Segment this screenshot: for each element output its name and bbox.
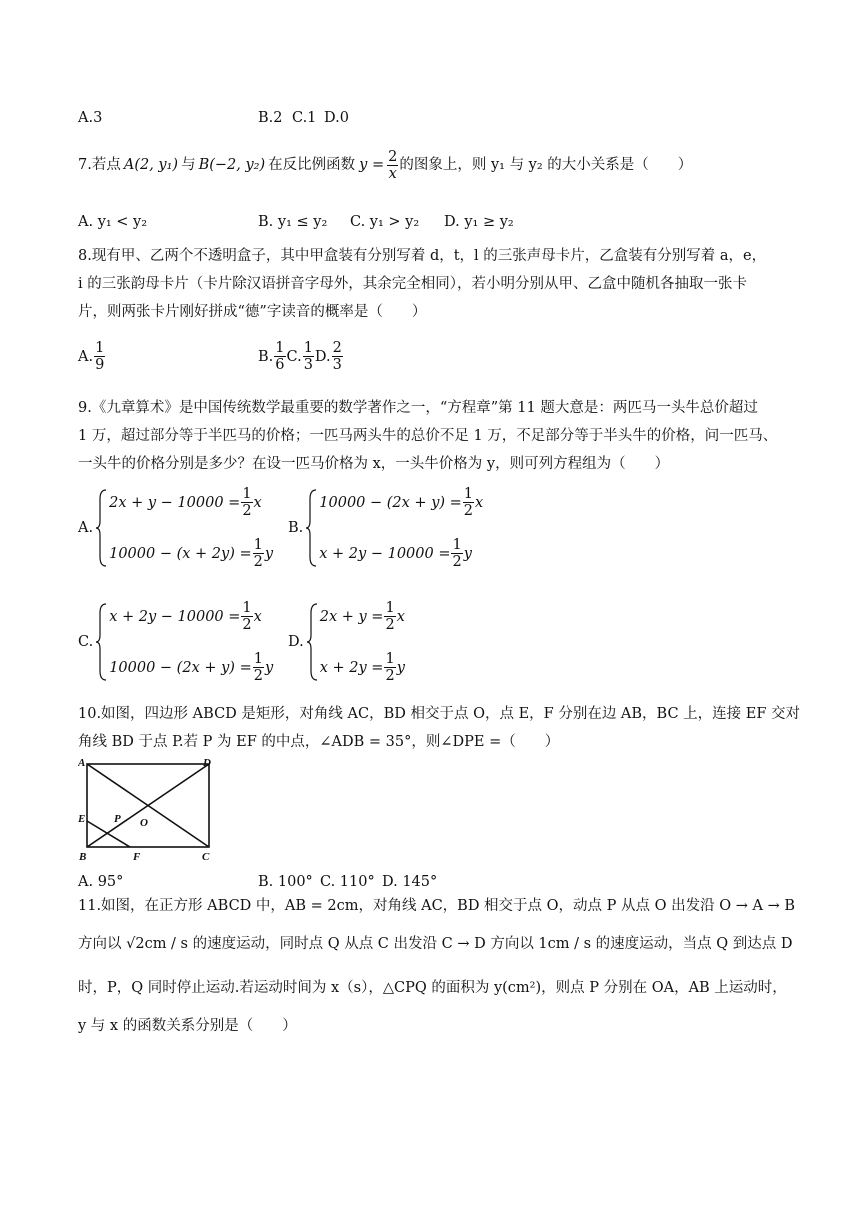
q8-option-b-fraction <box>274 340 285 373</box>
q6-option-c: C.1 <box>292 110 317 126</box>
q9-line-2: 1 万，超过部分等于半匹马的价格；一匹马两头牛的总价不足 1 万，不足部分等于半头牛的价格，问一匹马、 <box>78 428 778 444</box>
eq-lhs: x + 2y = <box>319 659 384 676</box>
q8-option-a-label: A. <box>78 348 94 365</box>
eq-var: y <box>396 659 405 676</box>
q9-option-c-eq1 <box>109 600 273 633</box>
q7-fraction-num: 2 <box>388 148 398 165</box>
eq-den: 2 <box>385 668 395 684</box>
eq-num: 1 <box>253 651 263 667</box>
eq-num: 1 <box>463 486 474 502</box>
q8-line-2: i 的三张韵母卡片（卡片除汉语拼音字母外，其余完全相同），若小明分别从甲、乙盒中随机各抽取一张卡 <box>78 276 747 292</box>
q9-option-d-eq1 <box>320 600 405 633</box>
q9-line-3: 一头牛的价格分别是多少？在设一匹马价格为 x，一头牛价格为 y，则可列方程组为（ ） <box>78 456 670 472</box>
q8-options-bcd <box>258 340 344 373</box>
q8-option-c-fraction <box>303 340 314 373</box>
q7-suffix: 的图象上，则 y₁ 与 y₂ 的大小关系是（ ） <box>399 157 693 173</box>
eq-den: 2 <box>242 617 252 633</box>
eq-fraction <box>253 537 264 570</box>
q6-option-d: D.0 <box>324 110 349 126</box>
q7-func-lhs: y = <box>359 157 385 173</box>
q6-option-a: A.3 <box>78 110 103 126</box>
q10-line-2: 角线 BD 于点 P.若 P 为 EF 的中点，∠ADB = 35°，则∠DPE =（ ） <box>78 734 560 750</box>
q9-option-c-equations <box>109 600 273 684</box>
eq-var: x <box>396 608 405 625</box>
eq-num: 1 <box>385 600 395 616</box>
q9-option-b-equations <box>319 486 483 570</box>
q10-line-1: 10.如图，四边形 ABCD 是矩形，对角线 AC，BD 相交于点 O，点 E，F 分别在边 AB，BC 上，连接 EF 交对 <box>78 706 801 722</box>
eq-var: y <box>264 659 274 676</box>
eq-lhs: x + 2y − 10000 = <box>319 545 451 562</box>
eq-var: y <box>463 545 472 562</box>
q7-fraction <box>387 149 398 182</box>
eq-fraction <box>451 537 462 570</box>
q9-option-b <box>288 486 483 570</box>
rectangle-figure <box>78 756 223 866</box>
q7-mid1: 与 <box>181 157 196 173</box>
q9-option-a <box>78 486 273 570</box>
q6-option-b: B.2 <box>258 110 283 126</box>
eq-fraction <box>384 600 395 633</box>
q7-option-b: B. y₁ ≤ y₂ <box>258 214 328 230</box>
q8-option-a-fraction <box>94 340 105 373</box>
q10-option-c: C. 110° <box>320 874 375 890</box>
label-c: C <box>202 851 210 863</box>
q9-option-c-eq2 <box>109 651 273 684</box>
q7-option-d: D. y₁ ≥ y₂ <box>444 214 514 230</box>
q9-option-d-label: D. <box>288 634 304 650</box>
label-b: B <box>79 851 87 863</box>
q9-option-b-eq1 <box>319 486 483 519</box>
eq-fraction <box>384 651 395 684</box>
left-brace-icon <box>306 603 318 681</box>
eq-den: 2 <box>253 554 263 570</box>
eq-num: 1 <box>242 600 252 616</box>
q8-option-a-num: 1 <box>95 340 105 356</box>
label-p: P <box>114 813 121 825</box>
q11-line-2: 方向以 √2cm / s 的速度运动，同时点 Q 从点 C 出发沿 C → D 方向以 1cm / s 的速度运动，当点 Q 到达点 D <box>78 936 793 952</box>
q7-mid2: 在反比例函数 <box>268 157 356 173</box>
eq-lhs: 10000 − (2x + y) = <box>319 494 462 511</box>
q8-option-b-den: 6 <box>275 357 285 373</box>
eq-den: 2 <box>452 554 462 570</box>
eq-den: 2 <box>253 668 263 684</box>
q8-option-c-den: 3 <box>303 357 313 373</box>
q10-option-d: D. 145° <box>382 874 438 890</box>
eq-fraction <box>241 600 252 633</box>
q9-option-d-eq2 <box>320 651 405 684</box>
q10-option-b: B. 100° <box>258 874 313 890</box>
q8-line-3: 片，则两张卡片刚好拼成“德”字读音的概率是（ ） <box>78 304 427 320</box>
eq-lhs: x + 2y − 10000 = <box>109 608 241 625</box>
q8-option-b-label: B. <box>258 348 274 365</box>
eq-lhs: 2x + y − 10000 = <box>109 494 241 511</box>
q7-stem <box>78 148 692 182</box>
eq-lhs: 10000 − (2x + y) = <box>109 659 252 676</box>
q8-option-d-den: 3 <box>332 357 342 373</box>
q9-option-a-eq2 <box>109 537 273 570</box>
left-brace-icon <box>305 489 317 567</box>
q8-option-d-label: D. <box>314 348 331 365</box>
q9-option-a-label: A. <box>78 520 94 536</box>
q9-option-c-label: C. <box>78 634 94 650</box>
q8-line-1: 8.现有甲、乙两个不透明盒子，其中甲盒装有分别写着 d，t，l 的三张声母卡片，乙盒装有分别写着 a，e， <box>78 248 767 264</box>
q11-line-3: 时，P，Q 同时停止运动.若运动时间为 x（s），△CPQ 的面积为 y(cm²)，则点 P 分别在 OA，AB 上运动时， <box>78 980 787 996</box>
eq-lhs: 2x + y = <box>319 608 384 625</box>
q9-option-b-label: B. <box>288 520 304 536</box>
q7-option-c: C. y₁ > y₂ <box>350 214 420 230</box>
left-brace-icon <box>95 489 107 567</box>
q11-line-1: 11.如图，在正方形 ABCD 中，AB = 2cm，对角线 AC，BD 相交于点 O，动点 P 从点 O 出发沿 O → A → B <box>78 898 795 914</box>
label-o: O <box>140 817 148 829</box>
q9-option-c <box>78 600 273 684</box>
q8-option-c-label: C. <box>286 348 302 365</box>
eq-den: 2 <box>242 503 252 519</box>
q7-fraction-den: x <box>388 165 397 182</box>
q10-option-a: A. 95° <box>78 874 124 890</box>
q7-option-a: A. y₁ < y₂ <box>78 214 148 230</box>
q8-option-a <box>78 340 106 373</box>
eq-num: 1 <box>242 486 252 502</box>
q8-option-c-num: 1 <box>303 340 313 356</box>
left-brace-icon <box>95 603 107 681</box>
eq-var: x <box>253 608 262 625</box>
eq-var: x <box>253 494 262 511</box>
q9-option-d <box>288 600 405 684</box>
q9-option-a-eq1 <box>109 486 273 519</box>
q8-option-b-num: 1 <box>275 340 285 356</box>
eq-num: 1 <box>253 537 263 553</box>
label-e: E <box>78 813 86 825</box>
eq-var: y <box>264 545 274 562</box>
q7-prefix: 7.若点 <box>78 157 121 173</box>
q11-line-4: y 与 x 的函数关系分别是（ ） <box>78 1018 297 1034</box>
label-d: D <box>203 757 211 769</box>
eq-var: x <box>475 494 484 511</box>
eq-num: 1 <box>385 651 395 667</box>
q8-option-d-fraction <box>332 340 343 373</box>
label-f: F <box>133 851 141 863</box>
eq-lhs: 10000 − (x + 2y) = <box>109 545 252 562</box>
q9-option-b-eq2 <box>319 537 483 570</box>
eq-den: 2 <box>463 503 474 519</box>
q8-option-d-num: 2 <box>332 340 342 356</box>
q9-option-a-equations <box>109 486 273 570</box>
q9-line-1: 9.《九章算术》是中国传统数学最重要的数学著作之一，“方程章”第 11 题大意是：两匹马一头牛总价超过 <box>78 400 758 416</box>
eq-fraction <box>241 486 252 519</box>
q7-point-b: B(−2, y₂) <box>198 157 266 173</box>
eq-fraction <box>463 486 474 519</box>
eq-fraction <box>253 651 264 684</box>
eq-den: 2 <box>385 617 395 633</box>
q7-point-a: A(2, y₁) <box>123 157 179 173</box>
q8-option-a-den: 9 <box>95 357 105 373</box>
eq-num: 1 <box>452 537 462 553</box>
q9-option-d-equations <box>320 600 405 684</box>
label-a: A <box>78 757 86 769</box>
